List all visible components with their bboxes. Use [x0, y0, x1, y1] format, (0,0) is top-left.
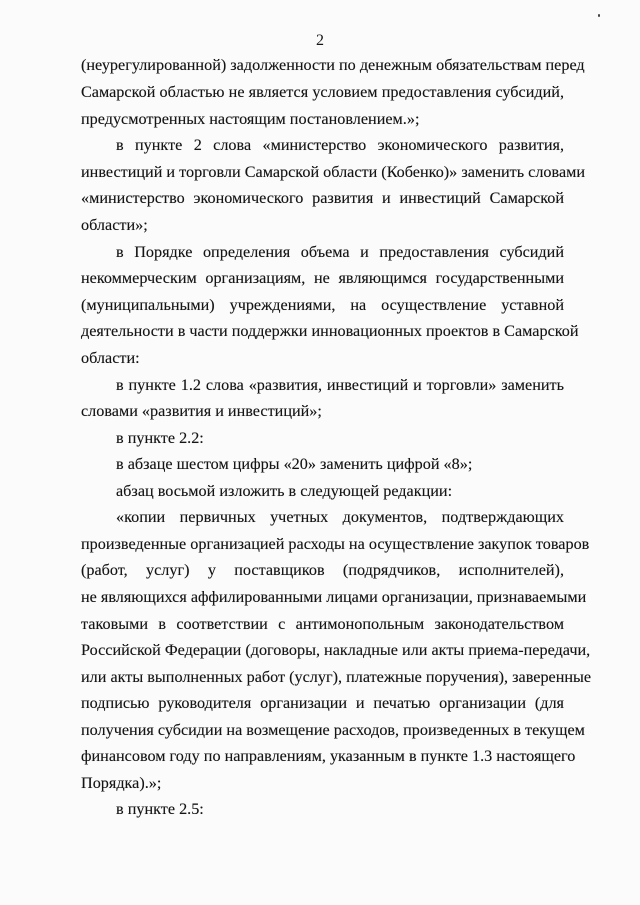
text-line: произведенные организацией расходы на осуществление закупок товаров — [81, 535, 590, 553]
text-line: «копии первичных учетных документов, подтверждающих — [116, 508, 564, 526]
text-line: финансовом году по направлениям, указанным в пункте 1.3 настоящего — [81, 747, 576, 765]
scan-speck — [598, 14, 600, 17]
text-line: (муниципальными) учреждениями, на осуществление уставной — [81, 296, 564, 314]
text-line: абзац восьмой изложить в следующей редакции: — [116, 482, 453, 500]
text-line: «министерство экономического развития и инвестиций Самарской — [81, 189, 564, 207]
text-line: некоммерческим организациям, не являющимся государственными — [81, 269, 564, 287]
text-line: деятельности в части поддержки инновационных проектов в Самарской — [81, 322, 579, 340]
text-line: области: — [81, 349, 140, 367]
text-line: в пункте 2.5: — [116, 800, 204, 818]
text-line: получения субсидии на возмещение расходов, произведенных в текущем — [81, 721, 585, 739]
text-line: Самарской областью не является условием предоставления субсидий, — [81, 83, 564, 101]
text-line: в абзаце шестом цифры «20» заменить цифрой «8»; — [116, 455, 473, 473]
text-line: в Порядке определения объема и предоставления субсидий — [116, 243, 564, 261]
text-line: (неурегулированной) задолженности по денежным обязательствам перед — [81, 56, 585, 74]
text-line: области»; — [81, 216, 148, 234]
text-line: Российской Федерации (договоры, накладные или акты приема-передачи, — [81, 641, 591, 659]
text-line: предусмотренных настоящим постановлением.»; — [81, 110, 420, 128]
text-line: словами «развития и инвестиций»; — [81, 402, 322, 420]
text-line: в пункте 2 слова «министерство экономического развития, — [116, 136, 564, 154]
text-line: инвестиций и торговли Самарской области (Кобенко)» заменить словами — [81, 163, 586, 181]
text-line: подписью руководителя организации и печатью организации (для — [81, 694, 564, 712]
page-number: 2 — [316, 32, 324, 49]
text-line: или акты выполненных работ (услуг), платежные поручения), заверенные — [81, 668, 592, 686]
text-line: таковыми в соответствии с антимонопольным законодательством — [81, 615, 564, 633]
text-line: (работ, услуг) у поставщиков (подрядчиков, исполнителей), — [81, 561, 564, 579]
text-line: не являющихся аффилированными лицами организации, признаваемыми — [81, 588, 587, 606]
text-line: в пункте 2.2: — [116, 429, 204, 447]
text-line: Порядка).»; — [81, 774, 162, 792]
text-line: в пункте 1.2 слова «развития, инвестиций и торговли» заменить — [116, 376, 564, 394]
